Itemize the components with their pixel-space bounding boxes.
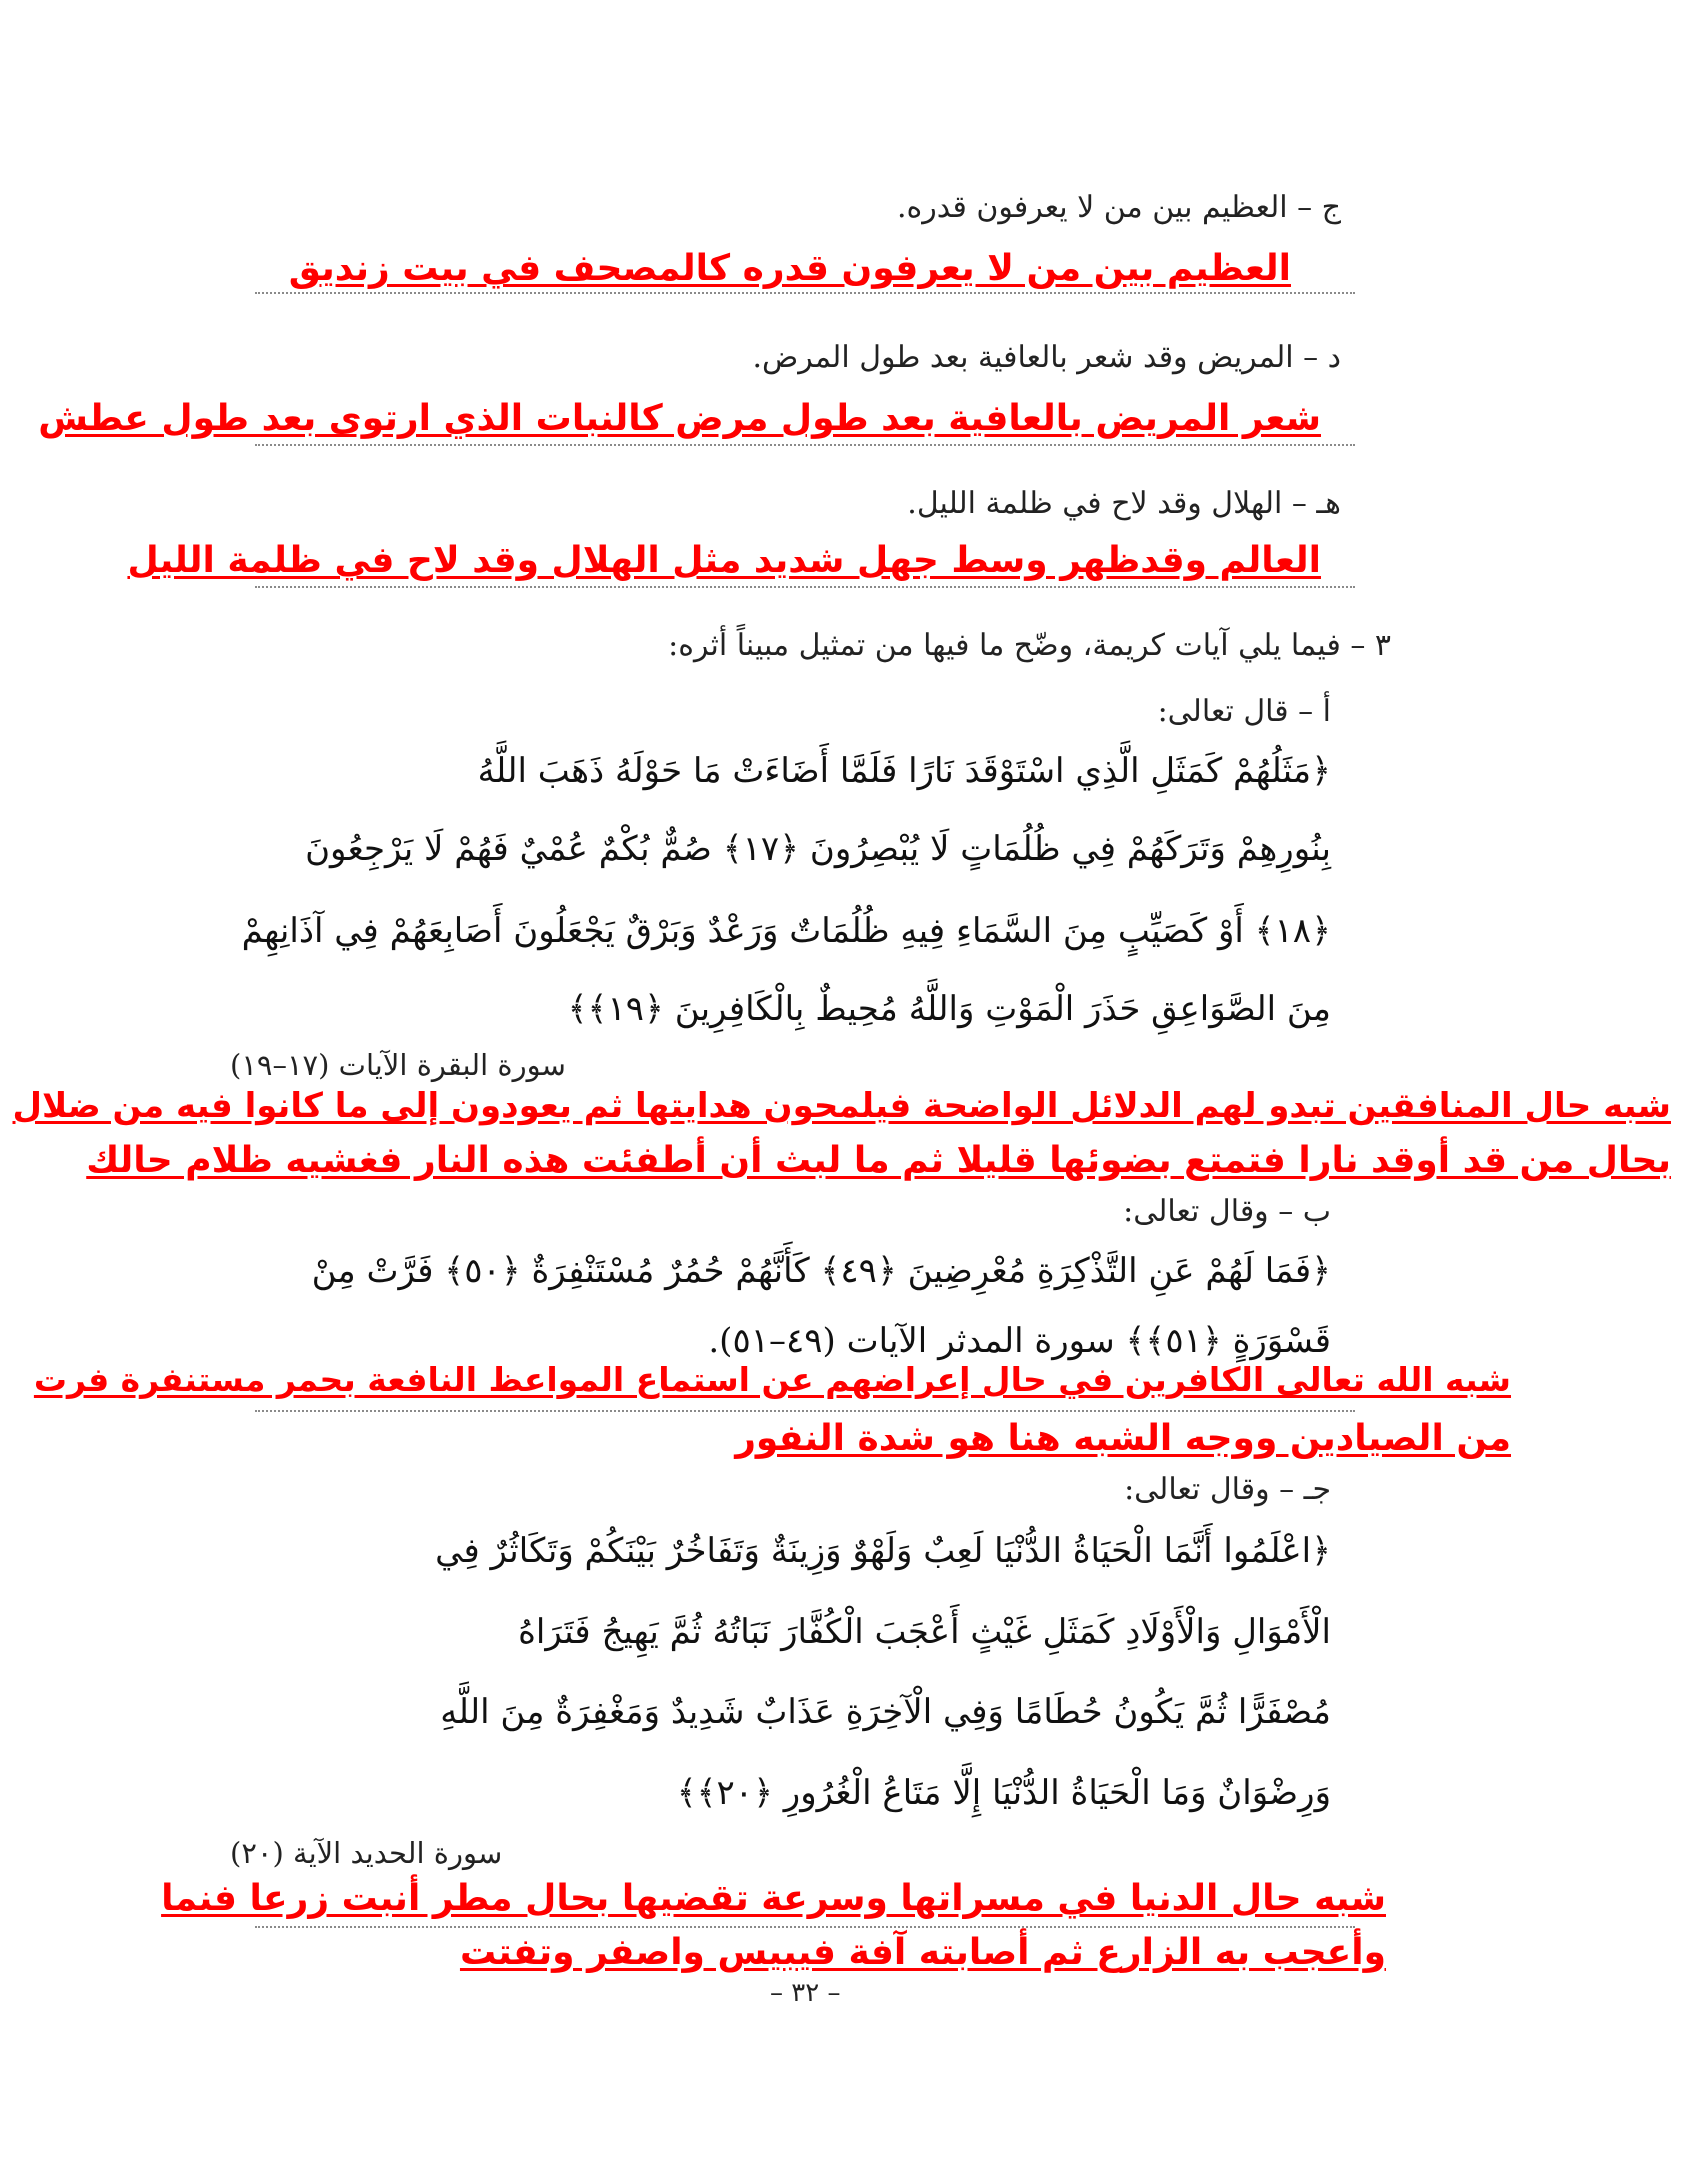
- part-c-label: جـ – وقال تعالى:: [1124, 1472, 1331, 1507]
- item-h-answer: العالم وقدظهر وسط جهل شديد مثل الهلال وقد لاح في ظلمة الليل: [127, 540, 1321, 581]
- question-3-heading: ٣ – فيما يلي آيات كريمة، وضّح ما فيها من تمثيل مبيناً أثره:: [668, 628, 1391, 663]
- page-number: – ٣٢ –: [770, 1978, 841, 2008]
- part-a-answer-line: شبه حال المنافقين تبدو لهم الدلائل الواضحة فيلمحون هدايتها ثم يعودون إلى ما كانوا فيه من ضلال: [12, 1086, 1671, 1126]
- part-a-verse-line: ﴿مَثَلُهُمْ كَمَثَلِ الَّذِي اسْتَوْقَدَ نَارًا فَلَمَّا أَضَاءَتْ مَا حَوْلَهُ ذَهَبَ اللَّهُ: [477, 751, 1331, 791]
- part-b-verse-line: قَسْوَرَةٍ ﴿٥١﴾﴾ سورة المدثر الآيات (٤٩–٥١).: [708, 1321, 1331, 1361]
- item-d-answer: شعر المريض بالعافية بعد طول مرض كالنبات الذي ارتوى بعد طول عطش: [38, 398, 1321, 439]
- answer-dotted-line: [255, 444, 1355, 446]
- item-h-prompt: هـ – الهلال وقد لاح في ظلمة الليل.: [907, 486, 1341, 521]
- answer-dotted-line: [255, 1410, 1355, 1412]
- part-a-verse-line: مِنَ الصَّوَاعِقِ حَذَرَ الْمَوْتِ وَاللَّهُ مُحِيطٌ بِالْكَافِرِينَ ﴿١٩﴾﴾: [567, 989, 1331, 1029]
- part-a-source: سورة البقرة الآيات (١٧–١٩): [230, 1048, 566, 1082]
- answer-dotted-line: [255, 1926, 1355, 1928]
- part-a-verse-line: ﴿١٨﴾ أَوْ كَصَيِّبٍ مِنَ السَّمَاءِ فِيهِ ظُلُمَاتٌ وَرَعْدٌ وَبَرْقٌ يَجْعَلُونَ أَصَابِعَهُمْ فِي آذَانِهِمْ: [241, 911, 1331, 951]
- part-b-answer-line: من الصيادين ووجه الشبه هنا هو شدة النفور: [735, 1418, 1511, 1459]
- part-a-verse-line: بِنُورِهِمْ وَتَرَكَهُمْ فِي ظُلُمَاتٍ لَا يُبْصِرُونَ ﴿١٧﴾ صُمٌّ بُكْمٌ عُمْيٌ فَهُمْ لَا يَرْجِعُونَ: [305, 829, 1331, 869]
- part-b-answer-line: شبه الله تعالى الكافرين في حال إعراضهم عن استماع المواعظ النافعة بحمر مستنفرة فرت: [33, 1360, 1511, 1399]
- answer-dotted-line: [255, 586, 1355, 588]
- answer-dotted-line: [255, 292, 1355, 294]
- part-b-verse-line: ﴿فَمَا لَهُمْ عَنِ التَّذْكِرَةِ مُعْرِضِينَ ﴿٤٩﴾ كَأَنَّهُمْ حُمُرٌ مُسْتَنْفِرَةٌ ﴿٥٠﴾ فَرَّتْ مِنْ: [311, 1251, 1331, 1291]
- item-j-prompt: ج – العظيم بين من لا يعرفون قدره.: [896, 190, 1341, 225]
- part-c-source: سورة الحديد الآية (٢٠): [230, 1836, 503, 1870]
- item-d-prompt: د – المريض وقد شعر بالعافية بعد طول المرض.: [752, 340, 1341, 375]
- part-c-verse-line: ﴿اعْلَمُوا أَنَّمَا الْحَيَاةُ الدُّنْيَا لَعِبٌ وَلَهْوٌ وَزِينَةٌ وَتَفَاخُرٌ بَيْنَكُمْ وَتَكَاثُرٌ فِي: [435, 1531, 1331, 1571]
- part-c-answer-line: وأعجب به الزارع ثم أصابته آفة فيبيس واصفر وتفتت: [459, 1932, 1386, 1973]
- part-a-label: أ – قال تعالى:: [1157, 694, 1331, 729]
- part-c-verse-line: مُصْفَرًّا ثُمَّ يَكُونُ حُطَامًا وَفِي الْآخِرَةِ عَذَابٌ شَدِيدٌ وَمَغْفِرَةٌ مِنَ اللَّهِ: [440, 1692, 1331, 1732]
- part-c-verse-line: وَرِضْوَانٌ وَمَا الْحَيَاةُ الدُّنْيَا إِلَّا مَتَاعُ الْغُرُورِ ﴿٢٠﴾﴾: [676, 1773, 1331, 1813]
- part-b-label: ب – وقال تعالى:: [1123, 1194, 1331, 1229]
- part-c-answer-line: شبه حال الدنيا في مسراتها وسرعة تقضيها بحال مطر أنبت زرعا فنما: [161, 1878, 1386, 1919]
- part-a-answer-line: بحال من قد أوقد نارا فتمتع بضوئها قليلا ثم ما لبث أن أطفئت هذه النار فغشيه ظلام حالك: [86, 1140, 1671, 1181]
- part-c-verse-line: الْأَمْوَالِ وَالْأَوْلَادِ كَمَثَلِ غَيْثٍ أَعْجَبَ الْكُفَّارَ نَبَاتُهُ ثُمَّ يَهِيجُ فَتَرَاهُ: [518, 1612, 1331, 1652]
- item-j-answer: العظيم بين من لا يعرفون قدره كالمصحف في بيت زنديق: [288, 248, 1291, 289]
